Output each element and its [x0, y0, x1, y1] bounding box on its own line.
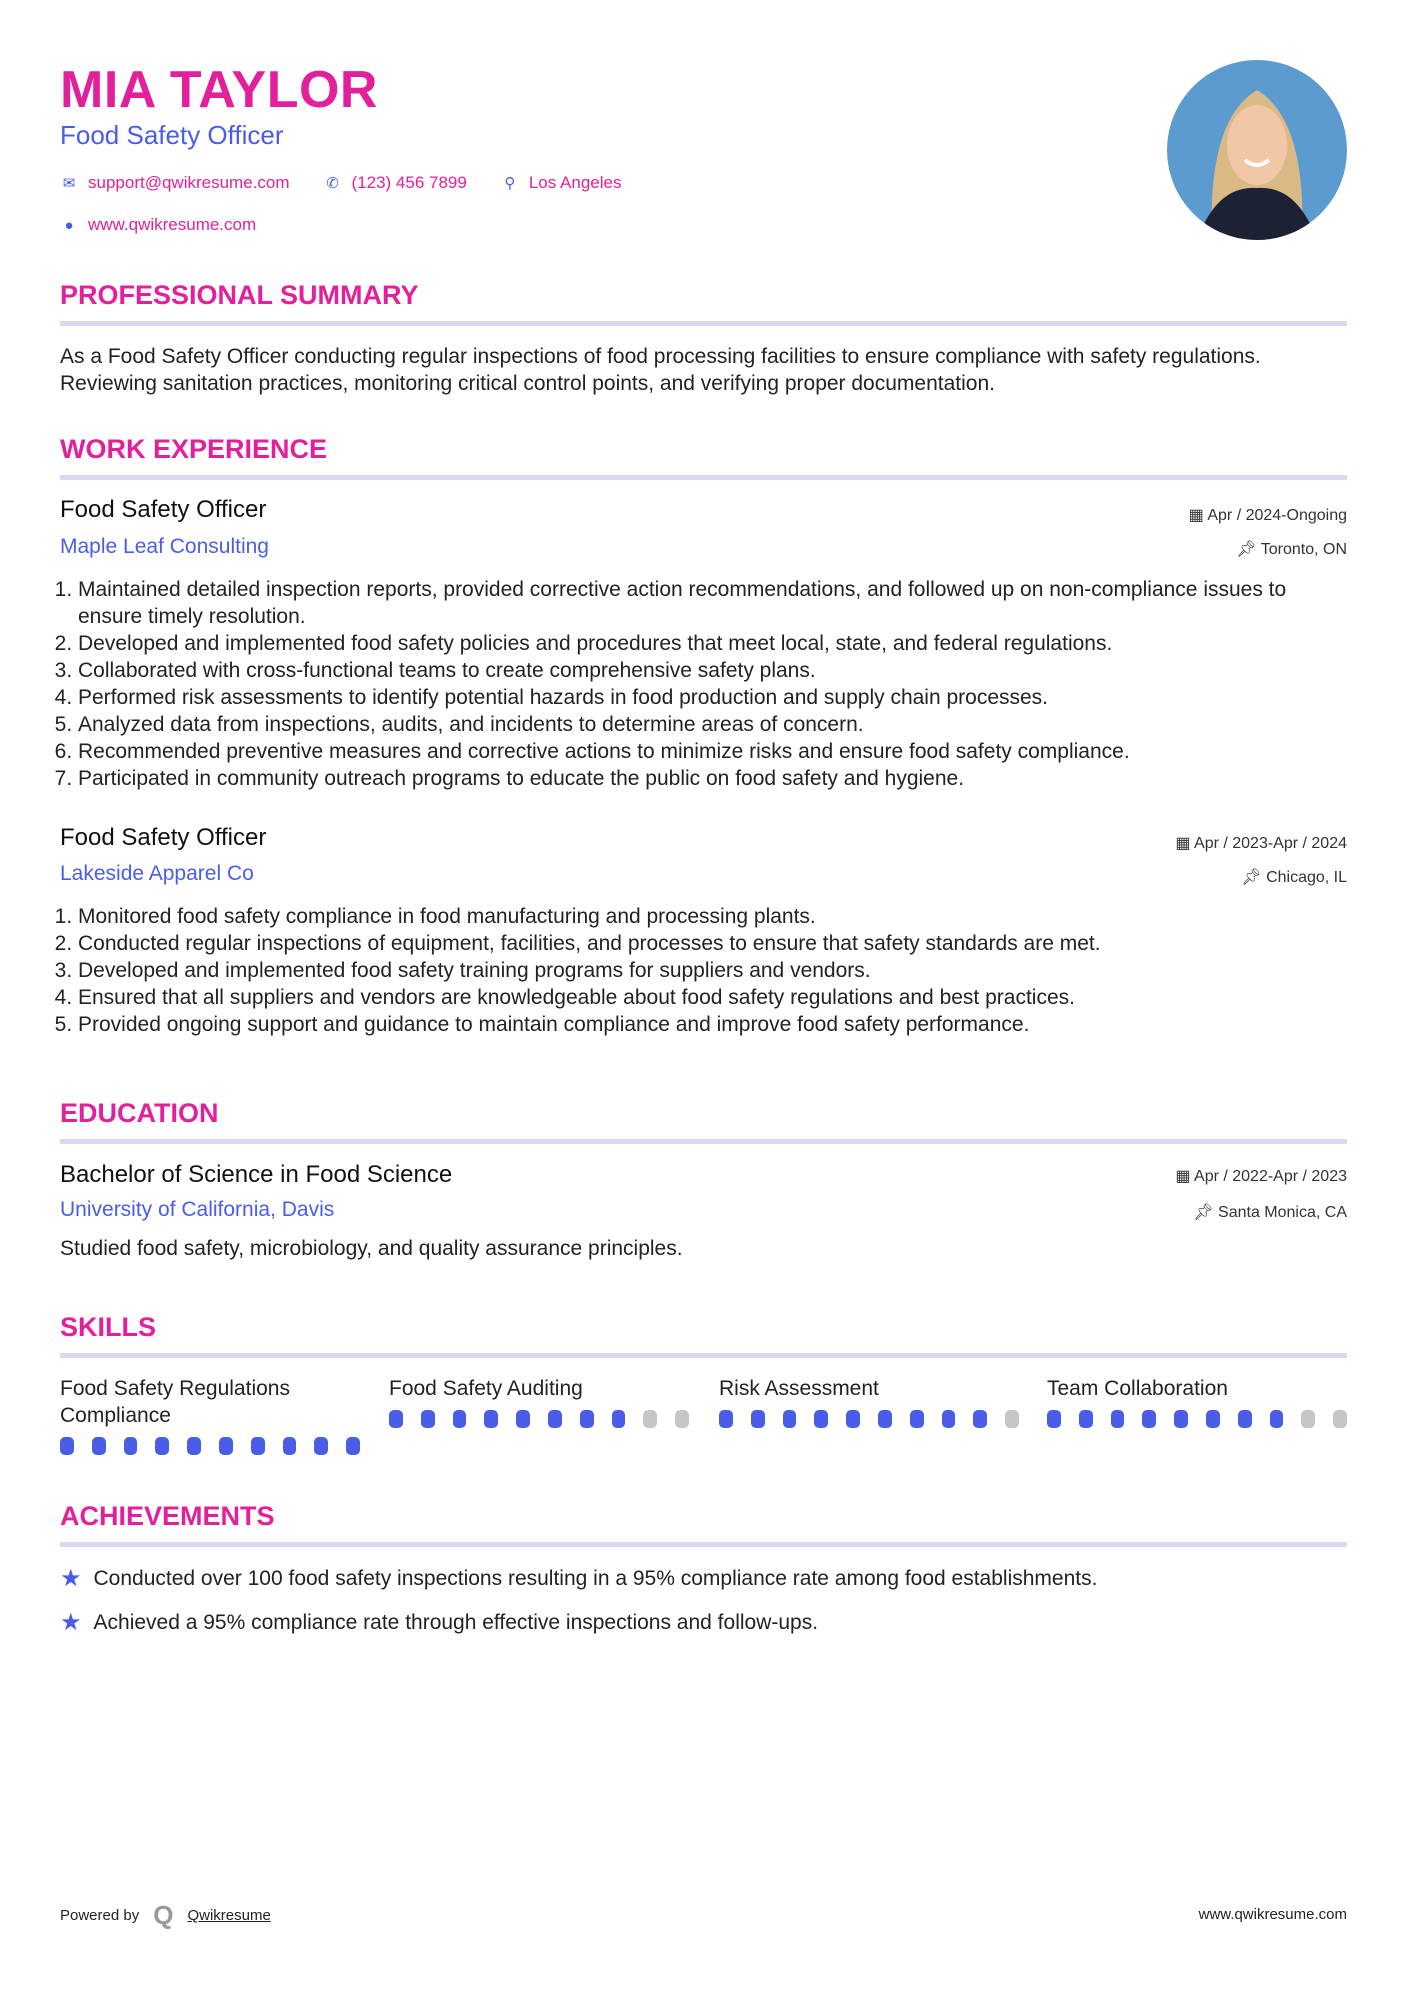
rating-dot-empty: [1301, 1410, 1315, 1428]
job-location: [1241, 867, 1347, 887]
location-text: Los Angeles: [528, 173, 622, 192]
bullet: 4. Ensured that all suppliers and vendors are knowledgeable about food safety regulations and best practices.: [78, 984, 1300, 1011]
rating-dot-filled: [910, 1410, 924, 1428]
job-date: [1175, 833, 1347, 853]
skill-item: [719, 1375, 1019, 1428]
powered-by-label: Powered by: [60, 1907, 140, 1924]
job-bullets: [60, 903, 1300, 1038]
school: University of California, Davis: [60, 1198, 335, 1221]
skill-rating: [719, 1410, 1019, 1428]
summary-section: [60, 280, 1347, 326]
rating-dot-filled: [751, 1410, 765, 1428]
rating-dot-filled: [92, 1437, 106, 1455]
skill-rating: [1047, 1410, 1347, 1428]
section-heading: EDUCATION: [60, 1098, 1347, 1144]
rating-dot-filled: [453, 1410, 467, 1428]
rating-dot-filled: [283, 1437, 297, 1455]
achievement-item: [60, 1564, 1097, 1593]
date-text: Apr / 2023-Apr / 2024: [1194, 835, 1347, 852]
job-bullets: [60, 576, 1300, 792]
section-heading: ACHIEVEMENTS: [60, 1501, 1347, 1547]
job-company: Maple Leaf Consulting: [60, 535, 269, 558]
globe-icon: ●: [64, 216, 74, 234]
rating-dot-filled: [1142, 1410, 1156, 1428]
rating-dot-filled: [251, 1437, 265, 1455]
candidate-title: Food Safety Officer: [60, 120, 284, 150]
footer-website[interactable]: www.qwikresume.com: [1198, 1906, 1347, 1923]
rating-dot-filled: [219, 1437, 233, 1455]
rating-dot-filled: [124, 1437, 138, 1455]
location-text: Chicago, IL: [1266, 869, 1347, 886]
rating-dot-filled: [1047, 1410, 1061, 1428]
location-pin-icon: ⚲: [504, 175, 516, 192]
education-section: [60, 1098, 1347, 1144]
rating-dot-filled: [814, 1410, 828, 1428]
rating-dot-filled: [1174, 1410, 1188, 1428]
rating-dot-filled: [612, 1410, 626, 1428]
rating-dot-filled: [1079, 1410, 1093, 1428]
rating-dot-filled: [389, 1410, 403, 1428]
rating-dot-filled: [187, 1437, 201, 1455]
rating-dot-filled: [846, 1410, 860, 1428]
bullet: 3. Developed and implemented food safety training programs for suppliers and vendors.: [78, 957, 1300, 984]
rating-dot-empty: [643, 1410, 657, 1428]
phone-text: (123) 456 7899: [351, 173, 467, 192]
website-link[interactable]: www.qwikresume.com: [88, 215, 257, 234]
rating-dot-empty: [675, 1410, 689, 1428]
brand-link[interactable]: Qwikresume: [187, 1907, 271, 1924]
rating-dot-filled: [1111, 1410, 1125, 1428]
achievement-item: [60, 1608, 818, 1637]
email-icon: ✉: [62, 175, 76, 192]
summary-text: As a Food Safety Officer conducting regular inspections of food processing facilities to ensure compliance with safety regulations. Reviewing sanitation practices, monitoring critical control points, and verifying proper documentation.: [60, 345, 1261, 395]
job-date: [1189, 505, 1347, 525]
qwikresume-logo-icon: Q: [153, 1900, 174, 1930]
section-heading: PROFESSIONAL SUMMARY: [60, 280, 1347, 326]
pin-icon: 📌︎: [1236, 541, 1261, 558]
contact-row: [60, 173, 621, 193]
rating-dot-filled: [783, 1410, 797, 1428]
email-link[interactable]: support@qwikresume.com: [88, 173, 290, 192]
section-heading: WORK EXPERIENCE: [60, 434, 1347, 480]
skill-item: [1047, 1375, 1347, 1428]
skill-name: Risk Assessment: [719, 1377, 879, 1400]
date-text: Apr / 2024-Ongoing: [1207, 507, 1347, 524]
section-heading: SKILLS: [60, 1312, 1347, 1358]
rating-dot-filled: [484, 1410, 498, 1428]
experience-section: [60, 434, 1347, 480]
rating-dot-filled: [516, 1410, 530, 1428]
bullet: 1. Monitored food safety compliance in food manufacturing and processing plants.: [78, 903, 1300, 930]
rating-dot-filled: [1206, 1410, 1220, 1428]
bullet: 3. Collaborated with cross-functional teams to create comprehensive safety plans.: [78, 657, 1300, 684]
date-text: Apr / 2022-Apr / 2023: [1194, 1168, 1347, 1185]
rating-dot-empty: [1005, 1410, 1019, 1428]
job-title: Food Safety Officer: [60, 824, 267, 851]
rating-dot-filled: [155, 1437, 169, 1455]
education-location: [1193, 1202, 1347, 1222]
education-date: [1175, 1166, 1347, 1186]
pin-icon: 📌︎: [1241, 869, 1267, 886]
bullet: 5. Provided ongoing support and guidance to maintain compliance and improve food safety performance.: [78, 1011, 1300, 1038]
rating-dot-filled: [1238, 1410, 1252, 1428]
bullet: 7. Participated in community outreach programs to educate the public on food safety and hygiene.: [78, 765, 1300, 792]
job-location: [1236, 539, 1347, 559]
bullet: 6. Recommended preventive measures and corrective actions to minimize risks and ensure food safety compliance.: [78, 738, 1300, 765]
rating-dot-filled: [580, 1410, 594, 1428]
rating-dot-empty: [1333, 1410, 1347, 1428]
calendar-icon: ▦: [1188, 507, 1208, 524]
skill-item: [60, 1375, 360, 1455]
skill-item: [389, 1375, 689, 1428]
rating-dot-filled: [719, 1410, 733, 1428]
star-badge-icon: ★: [60, 1565, 82, 1592]
achievement-text: Achieved a 95% compliance rate through effective inspections and follow-ups.: [93, 1610, 819, 1634]
rating-dot-filled: [314, 1437, 328, 1455]
rating-dot-filled: [548, 1410, 562, 1428]
degree: Bachelor of Science in Food Science: [60, 1161, 453, 1188]
skill-name: Food Safety Auditing: [389, 1377, 583, 1400]
footer-powered: [60, 1900, 271, 1931]
bullet: 5. Analyzed data from inspections, audits, and incidents to determine areas of concern.: [78, 711, 1300, 738]
location-text: Toronto, ON: [1260, 541, 1347, 558]
skill-rating: [389, 1410, 689, 1428]
location-text: Santa Monica, CA: [1218, 1204, 1347, 1221]
job-company: Lakeside Apparel Co: [60, 862, 254, 885]
rating-dot-filled: [973, 1410, 987, 1428]
phone-icon: ✆: [326, 175, 339, 192]
pin-icon: 📌︎: [1193, 1204, 1219, 1221]
rating-dot-filled: [421, 1410, 435, 1428]
calendar-icon: ▦: [1175, 1168, 1195, 1185]
bullet: 4. Performed risk assessments to identify potential hazards in food production and supply chain processes.: [78, 684, 1300, 711]
bullet: 1. Maintained detailed inspection reports, provided corrective action recommendations, and followed up on non-compliance issues to ensure timely resolution.: [78, 576, 1300, 630]
bullet: 2. Conducted regular inspections of equipment, facilities, and processes to ensure that safety standards are met.: [78, 930, 1300, 957]
achievement-text: Conducted over 100 food safety inspections resulting in a 95% compliance rate among food establishments.: [93, 1566, 1098, 1590]
rating-dot-filled: [346, 1437, 360, 1455]
website-row: [60, 215, 256, 235]
education-description: Studied food safety, microbiology, and quality assurance principles.: [60, 1237, 683, 1260]
job-title: Food Safety Officer: [60, 496, 267, 523]
calendar-icon: ▦: [1175, 835, 1195, 852]
achievements-section: [60, 1501, 1347, 1547]
bullet: 2. Developed and implemented food safety policies and procedures that meet local, state, and federal regulations.: [78, 630, 1300, 657]
rating-dot-filled: [942, 1410, 956, 1428]
rating-dot-filled: [878, 1410, 892, 1428]
star-badge-icon: ★: [60, 1609, 82, 1636]
skill-name: Food Safety Regulations Compliance: [60, 1377, 290, 1427]
rating-dot-filled: [1270, 1410, 1284, 1428]
rating-dot-filled: [60, 1437, 74, 1455]
skill-name: Team Collaboration: [1047, 1377, 1228, 1400]
skill-rating: [60, 1437, 360, 1455]
candidate-name: MIA TAYLOR: [60, 61, 378, 119]
skills-section: [60, 1312, 1347, 1358]
profile-photo: [1167, 60, 1347, 240]
